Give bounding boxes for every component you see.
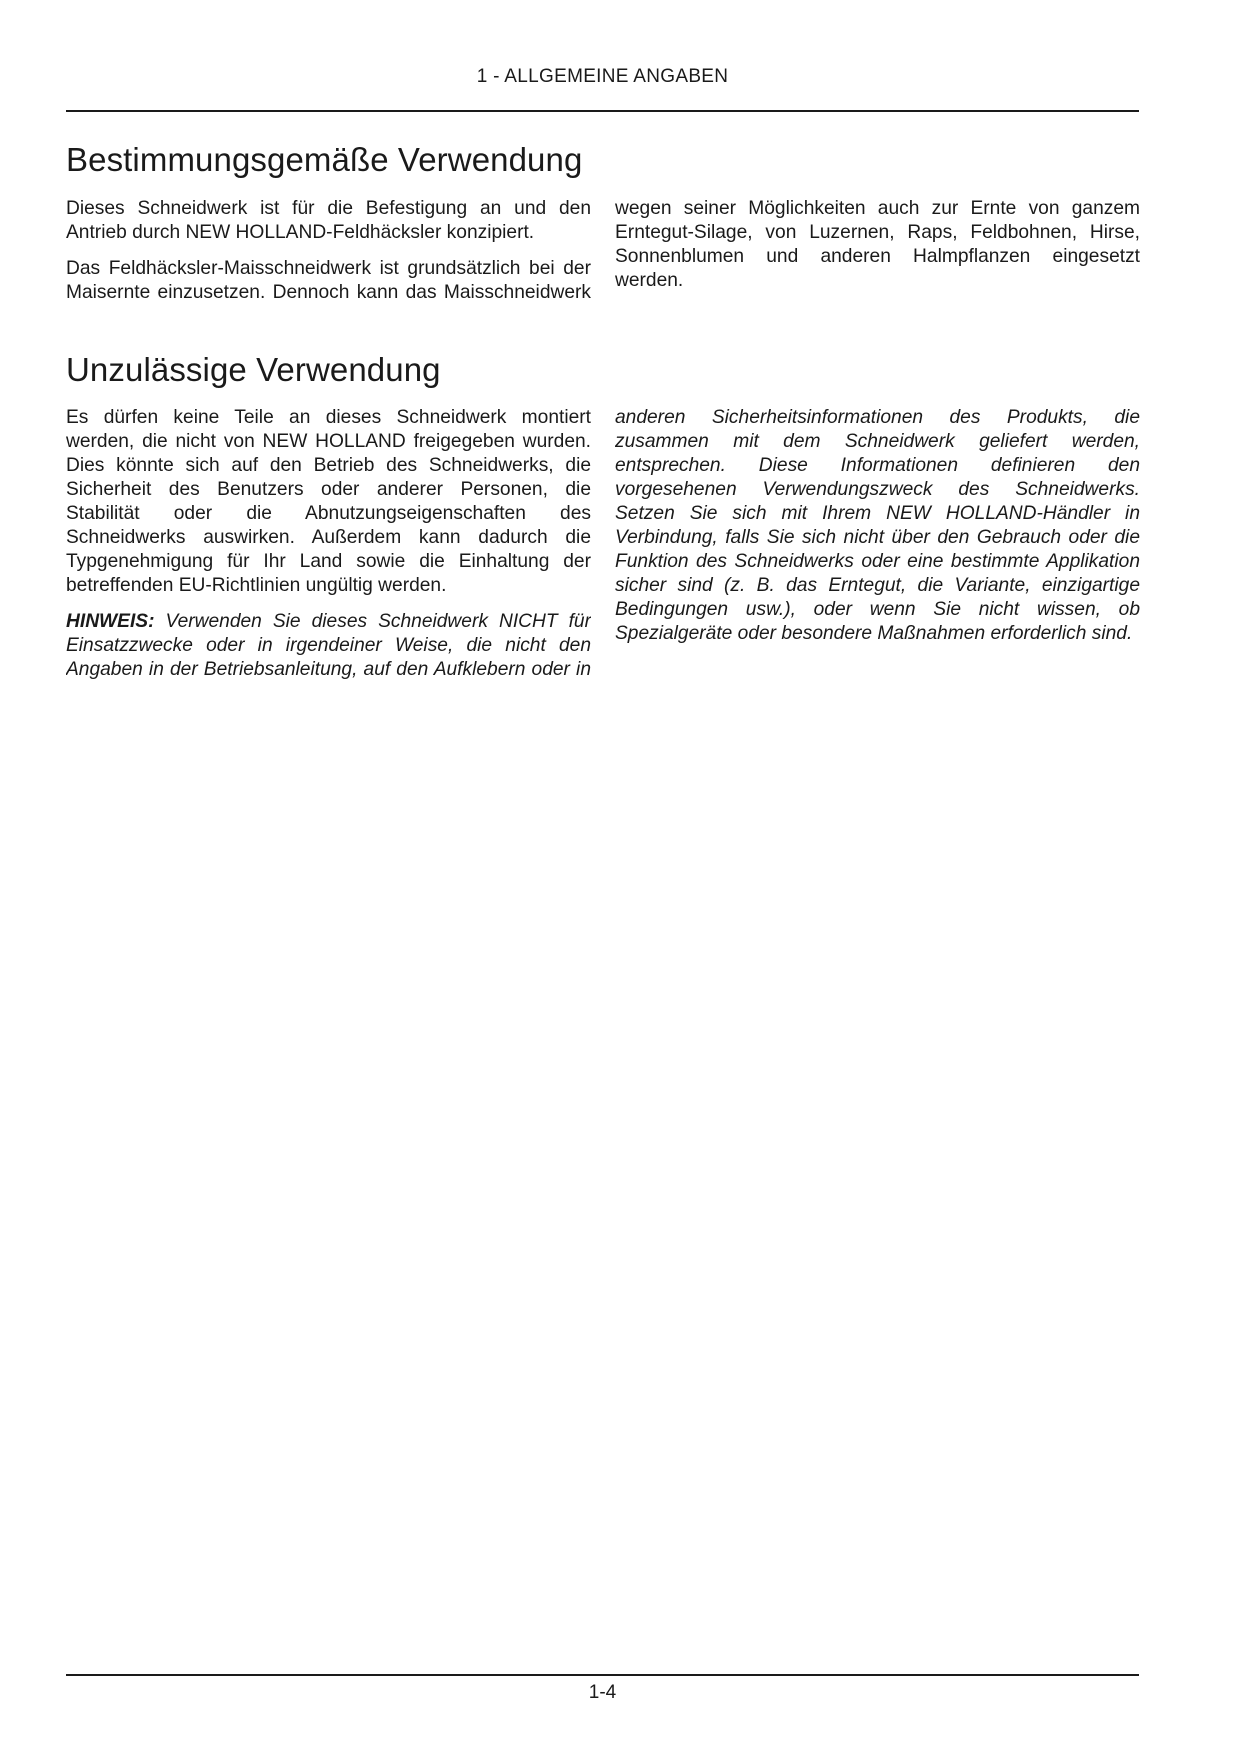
note-text: Verwenden Sie dieses Schneidwerk NICHT für Einsatzzwecke oder in irgendeiner Weise, die nicht den Angaben in der Betriebsanleitung, auf den Aufklebern oder in: [66, 611, 591, 680]
footer-divider: [66, 1674, 1139, 1676]
note-paragraph-cont: [615, 406, 1140, 646]
improper-use-paragraph-1: Es dürfen keine Teile an dieses Schneidwerk montiert werden, die nicht von NEW HOLLAND freigegeben wurden. Dies könnte sich auf den Betrieb des Schneidwerks, die Sicherheit des Benutzers oder anderer Personen, die Stabilität oder die Abnutzungseigenschaften des Schneidwerks auswirken. Außerdem kann dadurch die Typgenehmigung für Ihr Land sowie die Einhaltung der betreffenden EU-Richtlinien ungültig werden.: [66, 407, 591, 596]
intended-use-paragraph-1: Dieses Schneidwerk ist für die Befestigung an und den Antrieb durch NEW HOLLAND-Feldhäcksler konzipiert.: [66, 198, 591, 243]
section-body-improper-use: [66, 406, 591, 682]
note-paragraph: [66, 610, 591, 682]
header-divider: [66, 110, 1139, 112]
section-body-intended-use: [66, 197, 591, 305]
note-label: HINWEIS:: [66, 611, 155, 632]
section-title-intended-use: Bestimmungsgemäße Verwendung: [66, 141, 583, 178]
chapter-header: 1 - ALLGEMEINE ANGABEN: [476, 66, 729, 87]
intended-use-paragraph-2: Das Feldhäcksler-Maisschneidwerk ist grundsätzlich bei der Maisernte einzusetzen. Dennoch kann das Maisschneidwerk: [66, 258, 591, 303]
section-body-improper-use-right-column: [615, 406, 1140, 934]
page-number: 1-4: [588, 1682, 617, 1703]
note-text-cont: anderen Sicherheitsinformationen des Produkts, die zusammen mit dem Schneidwerk geliefert werden, entsprechen. Diese Informationen definieren den vorgesehenen Verwendungszweck des Schneidwerks. Setzen Sie sich mit Ihrem NEW HOLLAND-Händler in Verbindung, falls Sie sich nicht über den Gebrauch oder die Funktion des Schneidwerks oder eine bestimmte Applikation sicher sind (z. B. das Erntegut, die Variante, einzigartige Bedingungen usw.), oder wenn Sie nicht wissen, ob Spezialgeräte oder besondere Maßnahmen erforderlich sind.: [615, 407, 1140, 644]
section-title-improper-use: Unzulässige Verwendung: [66, 351, 441, 388]
section-body-intended-use-right-column: [615, 197, 1140, 413]
intended-use-paragraph-2-cont: wegen seiner Möglichkeiten auch zur Ernte von ganzem Erntegut-Silage, von Luzernen, Raps, Feldbohnen, Hirse, Sonnenblumen und anderen Halmpflanzen eingesetzt werden.: [615, 198, 1140, 291]
